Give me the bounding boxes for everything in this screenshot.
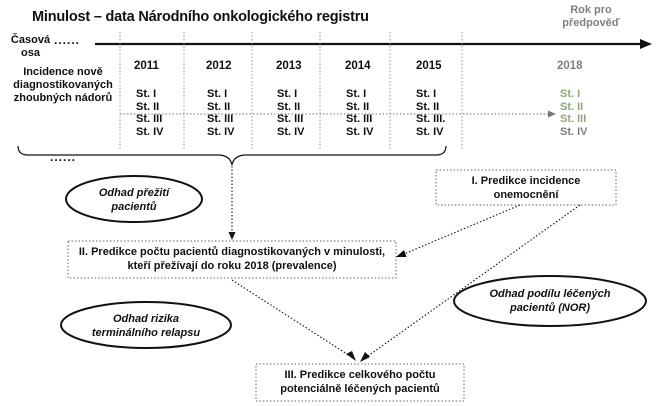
- diagram-title: Minulost – data Národního onkologického registru: [32, 9, 369, 25]
- brace-dots: ......: [50, 150, 77, 164]
- stages-2014: [346, 88, 374, 139]
- stages-2013: [277, 88, 305, 139]
- stage-label: St. IV: [136, 126, 164, 139]
- stage-label: St. II: [416, 100, 440, 113]
- connector-prevalence-to-total: [232, 280, 350, 356]
- timeline-dots: ......: [54, 33, 81, 47]
- arrowhead-incidence-to-total: [360, 352, 370, 362]
- arrowhead-brace-to-prevalence: [229, 232, 236, 240]
- stage-label: St. IV: [560, 126, 588, 139]
- stages-2011: [136, 88, 164, 139]
- stage-label: St. II: [207, 100, 231, 113]
- year-2014: 2014: [345, 60, 371, 72]
- incidence-label: Incidence nově diagnostikovaných zhoubných nádorů: [13, 66, 113, 104]
- stage-label: St. III: [136, 113, 163, 126]
- timeline-arrowhead: [640, 39, 652, 49]
- prediction-incidence-text: I. Predikce incidence onemocnění: [471, 175, 581, 201]
- stage-label: St. III.: [416, 113, 446, 126]
- stages-2012: [207, 88, 235, 139]
- stage-label: St. II: [560, 100, 584, 113]
- stage-label: St. IV: [207, 126, 235, 139]
- stage-projection-arrowhead: [548, 111, 556, 118]
- prevalence-prediction-text: II. Predikce počtu pacientů diagnostikovaných v minulosti, kteří přežívají do roku 2018 (prevalence): [78, 246, 386, 272]
- relapse-risk-text: Odhad rizika terminálního relapsu: [91, 313, 201, 339]
- year-2012: 2012: [206, 60, 232, 72]
- stage-label: St. I: [346, 88, 367, 100]
- connector-incidence-to-prevalence: [404, 205, 520, 254]
- stages-2018-forecast: [560, 88, 588, 139]
- stage-label: St. I: [136, 88, 157, 100]
- stage-label: St. II: [346, 100, 370, 113]
- stage-label: St. I: [207, 88, 228, 100]
- arrowhead-prevalence-to-total: [346, 351, 356, 361]
- survival-estimate-text: Odhad přežití pacientů: [98, 187, 170, 213]
- stage-label: St. III: [346, 113, 373, 126]
- stage-label: St. II: [277, 100, 301, 113]
- stage-label: St. IV: [346, 126, 374, 139]
- history-brace: [18, 146, 446, 165]
- year-2018-forecast: 2018: [557, 60, 583, 72]
- stage-label: St. I: [560, 88, 581, 100]
- arrowhead-incidence-to-prevalence: [396, 250, 407, 257]
- total-prediction-text: III. Predikce celkového počtu potenciálně léčených pacientů: [280, 369, 440, 395]
- stage-label: St. IV: [416, 126, 444, 139]
- forecast-year-label: Rok pro předpověď: [562, 4, 620, 29]
- stage-label: St. I: [416, 88, 437, 100]
- year-2015: 2015: [416, 60, 442, 72]
- stage-label: St. II: [136, 100, 160, 113]
- treated-share-text: Odhad podílu léčených pacientů (NOR): [489, 288, 611, 314]
- year-2011: 2011: [134, 60, 159, 72]
- timeline-label: Časová osa: [10, 34, 51, 59]
- stage-label: St. IV: [277, 126, 305, 139]
- stages-2015: [416, 88, 445, 139]
- stage-label: St. III: [277, 113, 304, 126]
- stage-label: St. I: [277, 88, 298, 100]
- stage-label: St. III: [560, 113, 587, 126]
- year-2013: 2013: [276, 60, 302, 72]
- stage-label: St. III: [207, 113, 234, 126]
